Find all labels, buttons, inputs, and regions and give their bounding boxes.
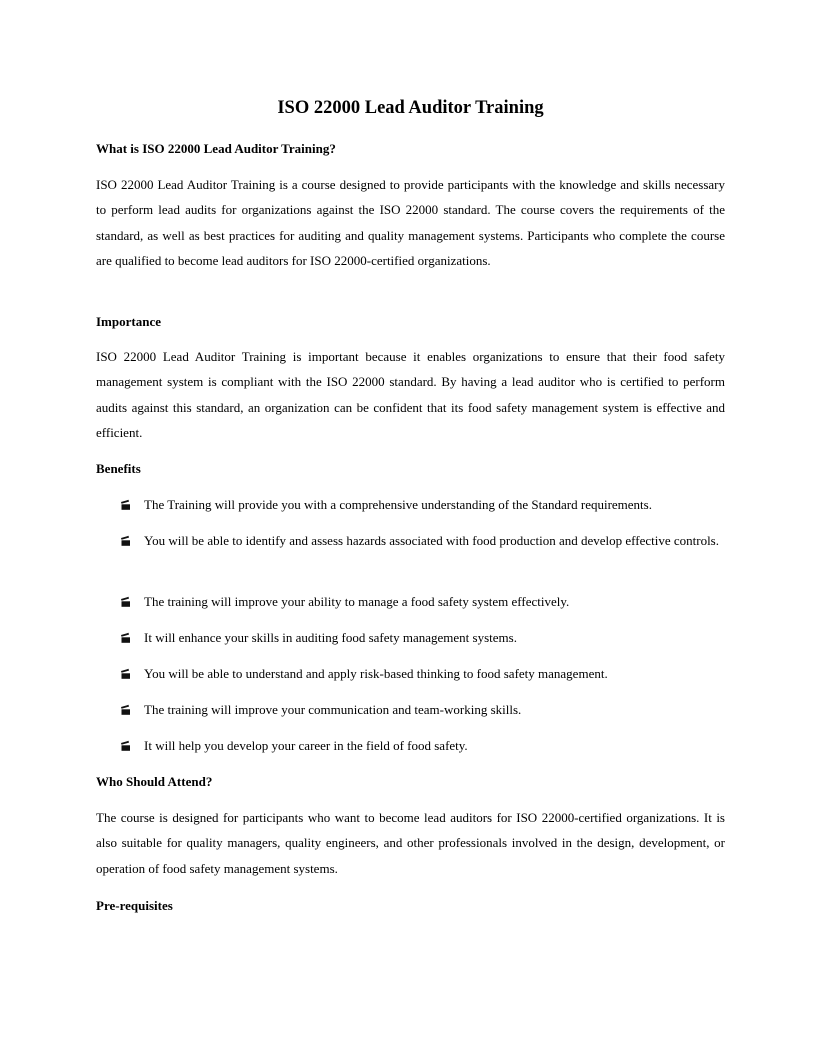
importance-paragraph: ISO 22000 Lead Auditor Training is important because it enables organizations to ensure that their food safety management system is compliant with the ISO 22000 standard. By having a lead auditor who is certified to perform audits against this standard, an organization can be confident that its food safety management system is effective and efficient. [96,349,725,441]
document-title: ISO 22000 Lead Auditor Training [277,98,544,118]
clapperboard-bullet-icon [120,535,132,547]
clapperboard-bullet-icon [120,632,132,644]
attend-heading: Who Should Attend? [96,774,213,789]
clapperboard-bullet-icon [120,668,132,680]
benefit-text: The training will improve your ability to manage a food safety system effectively. [144,594,570,609]
attend-paragraph: The course is designed for participants who want to become lead auditors for ISO 22000-certified organizations. It is also suitable for quality managers, quality engineers, and other professionals involved in the design, development, or operation of food safety management systems. [96,810,725,876]
clapperboard-bullet-icon [120,596,132,608]
what-heading: What is ISO 22000 Lead Auditor Training? [96,141,336,156]
clapperboard-bullet-icon [120,499,132,511]
clapperboard-bullet-icon [120,740,132,752]
benefit-text: The training will improve your communication and team-working skills. [144,702,522,717]
what-paragraph: ISO 22000 Lead Auditor Training is a course designed to provide participants with the knowledge and skills necessary to perform lead audits for organizations against the ISO 22000 standard. The course covers the requirements of the standard, as well as best practices for auditing and quality management systems. Participants who complete the course are qualified to become lead auditors for ISO 22000-certified organizations. [96,177,725,269]
clapperboard-bullet-icon [120,704,132,716]
benefit-text: The Training will provide you with a comprehensive understanding of the Standard requirements. [144,497,652,512]
benefit-text: It will help you develop your career in the field of food safety. [144,738,468,753]
benefit-text: It will enhance your skills in auditing food safety management systems. [144,630,517,645]
benefit-text: You will be able to identify and assess hazards associated with food production and develop effective controls. [144,533,719,548]
importance-heading: Importance [96,314,161,329]
benefit-text: You will be able to understand and apply risk-based thinking to food safety management. [144,666,608,681]
prerequisites-heading: Pre-requisites [96,898,173,913]
benefits-heading: Benefits [96,461,141,476]
